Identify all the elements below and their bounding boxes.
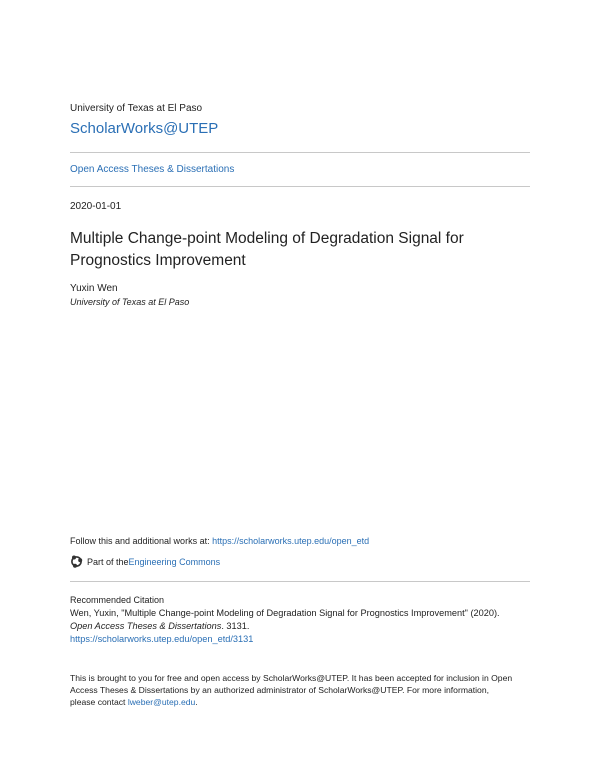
document-title: Multiple Change-point Modeling of Degradation Signal for Prognostics Improvement (70, 230, 464, 269)
follow-prefix: Follow this and additional works at: (70, 536, 213, 546)
engineering-commons-link[interactable]: Engineering Commons (128, 556, 221, 567)
part-of-prefix: Part of the (87, 556, 129, 567)
divider-top (70, 152, 530, 153)
divider-middle (70, 186, 530, 187)
citation-url-link[interactable]: https://scholarworks.utep.edu/open_etd/3131 (70, 634, 254, 644)
notice-line-1: This is brought to you for free and open access by ScholarWorks@UTEP. It has been accepted for inclusion in Open (70, 673, 513, 683)
citation-line-1: Wen, Yuxin, "Multiple Change-point Modeling of Degradation Signal for Prognostics Improvement" (2020). (70, 608, 500, 618)
notice-line-2: Access Theses & Dissertations by an authorized administrator of ScholarWorks@UTEP. For more information, (70, 685, 490, 695)
follow-line (70, 536, 369, 546)
access-notice (70, 672, 530, 708)
collection-link[interactable]: Open Access Theses & Dissertations (70, 164, 235, 175)
repository-link[interactable]: ScholarWorks@UTEP (70, 120, 219, 137)
citation-heading: Recommended Citation (70, 595, 165, 605)
publication-date: 2020-01-01 (70, 201, 122, 212)
contact-email-link[interactable]: lweber@utep.edu (127, 697, 196, 707)
citation-journal: Open Access Theses & Dissertations (70, 621, 222, 631)
follow-url-link[interactable]: https://scholarworks.utep.edu/open_etd (212, 536, 370, 546)
divider-bottom (70, 581, 530, 582)
author-name: Yuxin Wen (70, 283, 118, 294)
notice-contact-prefix: please contact (70, 697, 128, 707)
citation-number: . 3131. (221, 621, 250, 631)
commons-network-icon (70, 555, 83, 568)
notice-line-3 (70, 696, 530, 708)
citation-line-2 (70, 621, 249, 631)
institution-name: University of Texas at El Paso (70, 103, 203, 114)
part-of-line (70, 555, 220, 568)
notice-contact-suffix: . (195, 697, 198, 707)
author-affiliation: University of Texas at El Paso (70, 297, 190, 307)
